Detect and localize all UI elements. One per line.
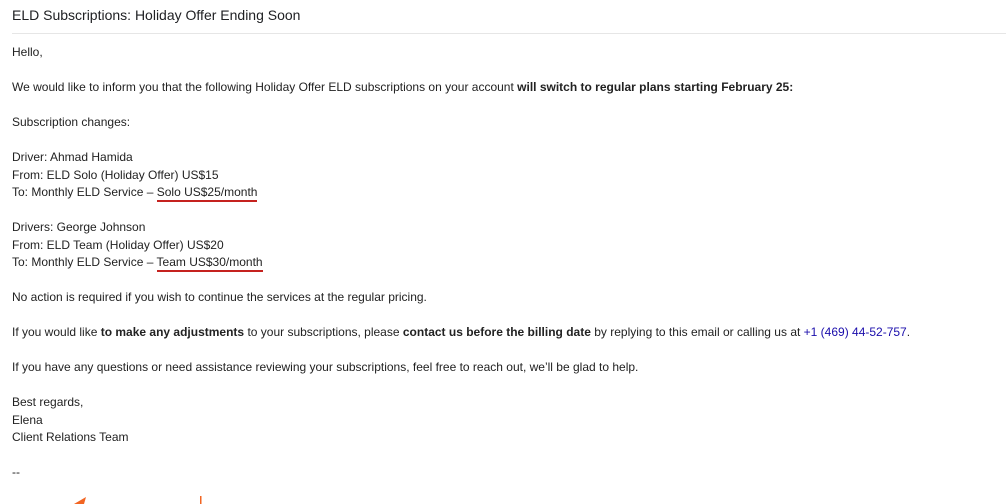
no-action-paragraph: No action is required if you wish to continue the services at the regular pricing. <box>12 290 427 304</box>
driver1-label: Driver: Ahmad Hamida <box>12 150 133 164</box>
adjust-text-4: . <box>906 325 911 339</box>
intro-text: We would like to inform you that the following Holiday Offer ELD subscriptions on your account <box>12 80 518 94</box>
signature-separator: -- <box>12 465 20 479</box>
header-divider <box>12 33 1006 34</box>
driver2-to-prefix: To: Monthly ELD Service – <box>12 255 157 269</box>
sender-name: Elena <box>12 412 43 427</box>
driver1-new-plan: Solo US$25/month <box>157 185 258 202</box>
adjust-bold-2: contact us before the billing date <box>402 325 591 339</box>
greeting: Hello, <box>12 45 43 59</box>
adjust-paragraph <box>12 324 1002 342</box>
driver2-from: From: ELD Team (Holiday Offer) US$20 <box>12 237 224 252</box>
driver2-new-plan: Team US$30/month <box>157 255 263 272</box>
email-body <box>12 44 1002 482</box>
driver1-to-prefix: To: Monthly ELD Service – <box>12 185 157 199</box>
intro-bold-text: will switch to regular plans starting February 25: <box>517 80 794 94</box>
adjust-text-3: by replying to this email or calling us at <box>590 325 804 339</box>
changes-heading: Subscription changes: <box>12 115 131 129</box>
adjust-bold-1: to make any adjustments <box>100 325 245 339</box>
phone-link[interactable]: +1 (469) 44-52-757 <box>803 325 907 339</box>
email-subject: ELD Subscriptions: Holiday Offer Ending Soon <box>12 7 301 23</box>
intro-paragraph <box>12 79 1002 97</box>
sender-team: Client Relations Team <box>12 430 129 444</box>
questions-paragraph: If you have any questions or need assistance reviewing your subscriptions, feel free to reach out, we’ll be glad to help. <box>12 360 639 374</box>
driver2-to <box>12 254 1002 272</box>
driver1-from: From: ELD Solo (Holiday Offer) US$15 <box>12 167 219 182</box>
driver1-to <box>12 184 1002 202</box>
driver2-label: Drivers: George Johnson <box>12 220 146 234</box>
adjust-text-2: to your subscriptions, please <box>244 325 403 339</box>
adjust-text-1: If you would like <box>12 325 101 339</box>
signoff: Best regards, <box>12 395 84 409</box>
